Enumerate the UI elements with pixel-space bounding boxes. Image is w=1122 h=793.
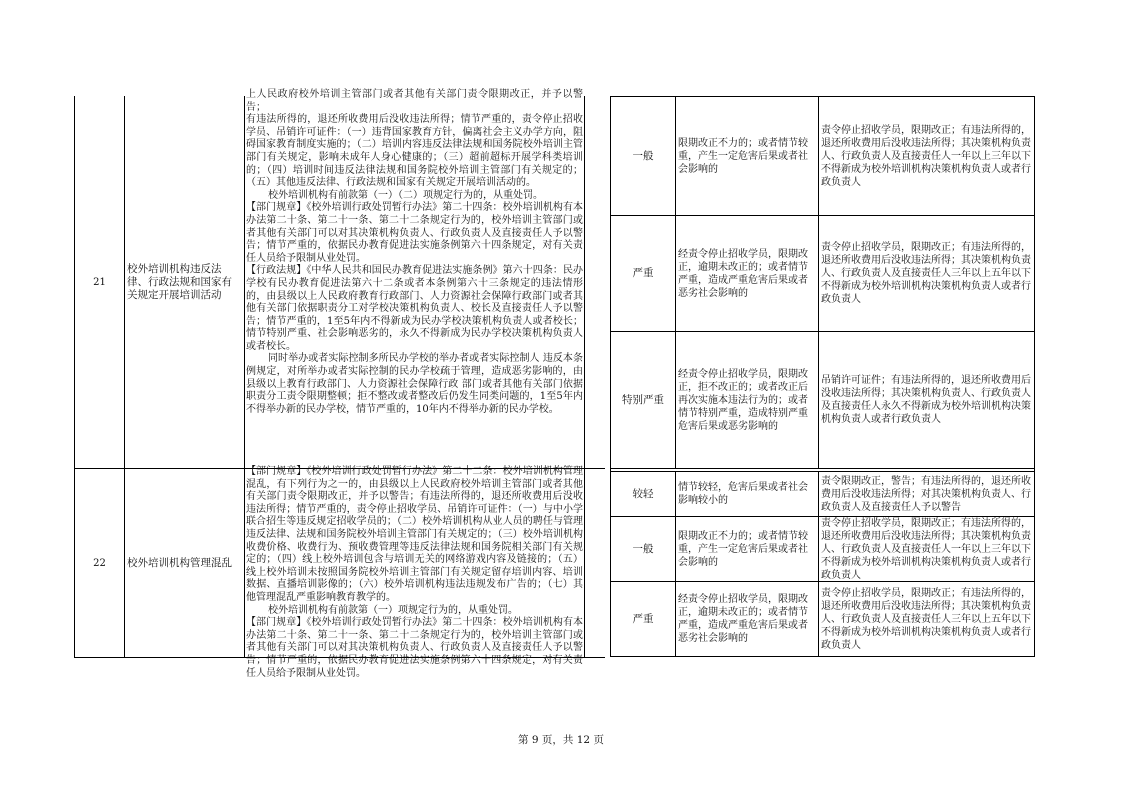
basis-paragraph: 同时举办或者实际控制多所民办学校的举办者或者实际控制人 违反本条例规定，对所举办或者实际控制的民办学校疏于管理，造成恶劣影响的，由县级以上教育行政部门、人力资源社会保障行政 部门或者其他有关部门依据职责分工责令限期整顿；拒不整改或者整改后仍发生同类问题的，1至5年内不得举办新的民办学校，情节严重的，10年内不得举办新的民办学校。 bbox=[246, 353, 583, 415]
discretion-circumstance: 经责令停止招收学员，限期改正，拒不改正的；或者改正后再次实施本违法行为的；或者情节特别严重，造成特别严重危害后果或恶劣影响的 bbox=[676, 332, 819, 468]
discretion-circumstance: 情节较轻，危害后果或者社会影响较小的 bbox=[676, 472, 819, 516]
item-number: 21 bbox=[75, 96, 125, 468]
discretion-standard: 责令停止招收学员，限期改正；有违法所得的，退还所收费用后没收违法所得；其决策机构负责人、行政负责人及直接责任人三年以上五年以下不得新成为校外培训机构决策机构负责人或者行政负责人 bbox=[821, 587, 1031, 651]
discretion-table bbox=[610, 96, 1035, 657]
legal-basis bbox=[245, 466, 585, 679]
discretion-standard: 责令停止招收学员，限期改正；有违法所得的，退还所收费用后没收违法所得；其决策机构负责人、行政负责人及直接责任人三年以上五年以下不得新成为校外培训机构决策机构负责人或者行政负责人 bbox=[821, 242, 1031, 305]
discretion-circumstance: 限期改正不力的；或者情节较重，产生一定危害后果或者社会影响的 bbox=[676, 517, 819, 581]
item-number: 22 bbox=[75, 469, 125, 657]
discretion-row bbox=[611, 216, 1034, 332]
discretion-circumstance: 经责令停止招收学员，限期改正，逾期未改正的；或者情节严重，造成严重危害后果或者恶劣社会影响的 bbox=[676, 582, 819, 656]
discretion-row bbox=[611, 582, 1034, 656]
discretion-standard: 责令停止招收学员，限期改正；有违法所得的，退还所收费用后没收违法所得；其决策机构负责人、行政负责人及直接责任人一年以上三年以下不得新成为校外培训机构决策机构负责人或者行政负责人 bbox=[821, 124, 1031, 188]
discretion-circumstance: 经责令停止招收学员，限期改正，逾期未改正的；或者情节严重，造成严重危害后果或者恶劣社会影响的 bbox=[676, 216, 819, 331]
basis-paragraph: 【行政法规】《中华人民共和国民办教育促进法实施条例》第六十四条：民办学校有民办教育促进法第六十二条或者本条例第六十三条规定的违法情形的，由县级以上人民政府教育行政部门、人力资源社会保障行政部门或者其他有关部门依据职责分工对学校决策机构负责人、校长及直接责任人予以警告；情节严重的，1至5年内不得新成为民办学校决策机构负责人或者校长；情节特别严重、社会影响恶劣的，永久不得新成为民办学校决策机构负责人或者校长。 bbox=[246, 265, 583, 352]
violation-table bbox=[74, 89, 605, 679]
basis-paragraph: 【部门规章】《校外培训行政处罚暂行办法》第二十二条：校外培训机构管理混乱，有下列行为之一的，由县级以上人民政府校外培训主管部门或者其他有关部门责令限期改正，并予以警告；有违法所得的，退还所收费用后没收违法所得；情节严重的，责令停止招收学员、吊销许可证件：（一）与中小学联合招生等违反规定招收学员的；（二）校外培训机构从业人员的聘任与管理违反法律、法规和国务院校外培训主管部门有关规定的；（三）校外培训机构收费价格、收费行为、预收费管理等违反法律法规和国务院相关部门有关规定的；（四）线上校外培训包含与培训无关的网络游戏内容及链接的；（五）线上校外培训未按照国务院校外培训主管部门有关规定留存培训内容、培训数据、直播培训影像的；（六）校外培训机构违法违规发布广告的；（七）其他管理混乱严重影响教育教学的。 bbox=[246, 466, 583, 603]
discretion-circumstance: 限期改正不力的；或者情节较重，产生一定危害后果或者社会影响的 bbox=[676, 97, 819, 215]
discretion-level: 较轻 bbox=[611, 472, 676, 516]
discretion-level: 特别严重 bbox=[611, 332, 676, 468]
discretion-standard: 责令停止招收学员，限期改正；有违法所得的，退还所收费用后没收违法所得；其决策机构负责人、行政负责人及直接责任人一年以上三年以下不得新成为校外培训机构决策机构负责人或者行政负责人 bbox=[821, 517, 1031, 581]
violation-name: 校外培训机构违反法律、行政法规和国家有关规定开展培训活动 bbox=[125, 96, 245, 468]
basis-paragraph: 【部门规章】《校外培训行政处罚暂行办法》第二十四条：校外培训机构有本办法第二十条、第二十一条、第二十二条规定行为的，校外培训主管部门或者其他有关部门可以对其决策机构负责人、行政负责人及直接责任人予以警告；情节严重的，依据民办教育促进法实施条例第六十四条规定，对有关责任人员给予限制从业处罚。 bbox=[246, 617, 583, 679]
basis-paragraph: 有违法所得的，退还所收费用后没收违法所得；情节严重的，责令停止招收学员、吊销许可证件：（一）违背国家教育方针，偏离社会主义办学方向，阻碍国家教育制度实施的；（二）培训内容违反法律法规和国务院校外培训主管部门有关规定，影响未成年人身心健康的；（三）超前超标开展学科类培训的；（四）培训时间违反法律法规和国务院校外培训主管部门有关规定的；（五）其他违反法律、行政法规和国家有关规定开展培训活动的。 bbox=[246, 114, 583, 189]
violation-name: 校外培训机构管理混乱 bbox=[125, 469, 245, 657]
discretion-row bbox=[611, 517, 1034, 582]
discretion-row bbox=[611, 472, 1034, 517]
page-number: 第 9 页，共 12 页 bbox=[518, 734, 604, 746]
discretion-level: 严重 bbox=[611, 582, 676, 656]
legal-basis bbox=[245, 89, 585, 468]
basis-paragraph: 校外培训机构有前款第（一）项规定行为的，从重处罚。 bbox=[268, 604, 518, 616]
table-row bbox=[75, 466, 605, 679]
basis-paragraph: 【部门规章】《校外培训行政处罚暂行办法》第二十四条：校外培训机构有本办法第二十条、第二十一条、第二十二条规定行为的，校外培训主管部门或者其他有关部门可以对其决策机构负责人、行政负责人及直接责任人予以警告；情节严重的，依据民办教育促进法实施条例第六十四条规定，对有关责任人员给予限制从业处罚。 bbox=[246, 202, 583, 264]
basis-paragraph: 校外培训机构有前款第（一）（二）项规定行为的，从重处罚。 bbox=[268, 189, 543, 201]
discretion-row bbox=[611, 332, 1034, 469]
discretion-level: 一般 bbox=[611, 97, 676, 215]
basis-paragraph: 上人民政府校外培训主管部门或者其他有关部门责令限期改正，并予以警告； bbox=[246, 89, 583, 113]
table-row bbox=[75, 89, 605, 469]
discretion-level: 严重 bbox=[611, 216, 676, 331]
discretion-row bbox=[611, 97, 1034, 216]
discretion-standard: 责令限期改正，警告；有违法所得的，退还所收费用后没收违法所得；对其决策机构负责人、行政负责人及直接责任人予以警告 bbox=[821, 475, 1031, 513]
discretion-level: 一般 bbox=[611, 517, 676, 581]
discretion-standard: 吊销许可证件；有违法所得的，退还所收费用后没收违法所得；其决策机构负责人、行政负责人及直接责任人永久不得新成为校外培训机构决策机构负责人或者行政负责人 bbox=[821, 375, 1031, 425]
